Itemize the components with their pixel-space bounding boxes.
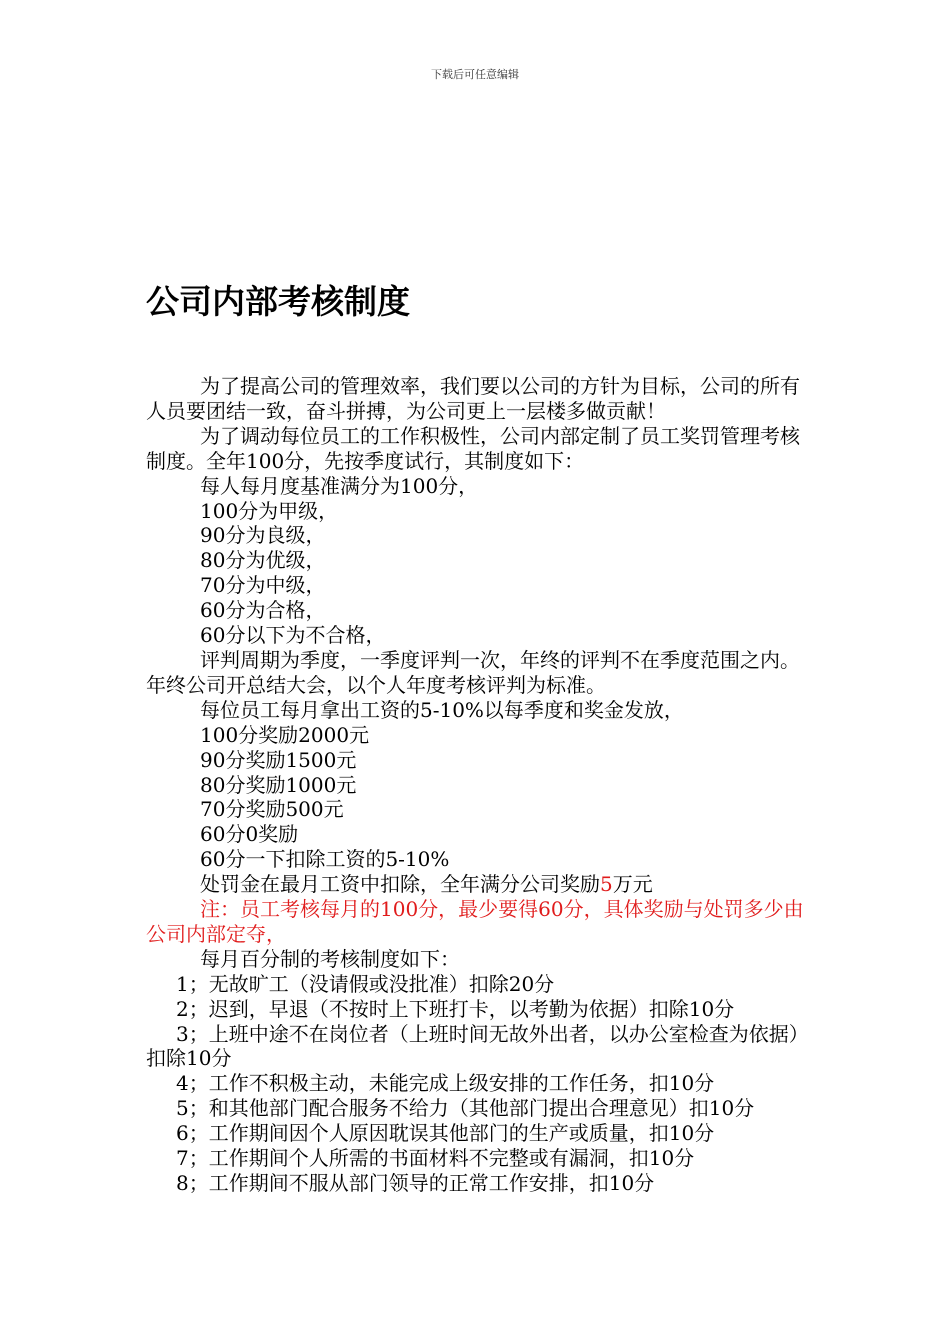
penalty-suffix: 万元 [612, 872, 653, 897]
reward-line: 60分0奖励 [200, 822, 299, 847]
penalty-highlight: 5 [600, 872, 613, 897]
rule-item: 6；工作期间因个人原因耽误其他部门的生产或质量，扣10分 [176, 1121, 715, 1146]
grade-line: 80分为优级， [200, 548, 326, 573]
grade-line: 60分为合格， [200, 598, 326, 623]
header-note: 下载后可任意编辑 [431, 68, 519, 81]
grade-line: 每人每月度基准满分为100分， [200, 473, 479, 498]
rule-item: 2；迟到，早退（不按时上下班打卡，以考勤为依据）扣除10分 [176, 996, 735, 1021]
rule-item: 8；工作期间不服从部门领导的正常工作安排，扣10分 [176, 1171, 655, 1195]
grade-line: 70分为中级， [200, 573, 326, 598]
rule-item: 7；工作期间个人所需的书面材料不完整或有漏洞，扣10分 [176, 1146, 695, 1171]
grade-line: 90分为良级， [200, 523, 326, 548]
intro-paragraph: 为了提高公司的管理效率，我们要以公司的方针为目标，公司的所有人员要团结一致，奋斗拼搏，为公司更上一层楼多做贡献！ [146, 374, 800, 423]
reward-line: 80分奖励1000元 [200, 772, 357, 797]
purpose-paragraph: 为了调动每位员工的工作积极性，公司内部定制了员工奖罚管理考核制度。全年100分，先按季度试行，其制度如下： [146, 423, 800, 473]
rule-item: 1；无故旷工（没请假或没批准）扣除20分 [176, 971, 555, 996]
penalty-paragraph [146, 872, 808, 897]
penalty-prefix: 处罚金在最月工资中扣除，全年满分公司奖励 [200, 872, 600, 897]
reward-line: 70分奖励500元 [200, 797, 344, 822]
grade-line: 100分为甲级， [200, 498, 339, 523]
reward-line: 每位员工每月拿出工资的5-10%以每季度和奖金发放， [200, 697, 684, 722]
reward-line: 60分一下扣除工资的5-10% [200, 847, 450, 872]
rules-intro: 每月百分制的考核制度如下： [200, 946, 460, 971]
reward-line: 90分奖励1500元 [200, 747, 357, 772]
grade-line: 60分以下为不合格， [200, 623, 386, 648]
document-title: 公司内部考核制度 [146, 282, 410, 321]
note-paragraph: 注：员工考核每月的100分，最少要得60分，具体奖励与处罚多少由公司内部定夺， [146, 897, 804, 946]
cycle-paragraph: 评判周期为季度，一季度评判一次，年终的评判不在季度范围之内。年终公司开总结大会，以个人年度考核评判为标准。 [146, 647, 800, 697]
rule-item: 3；上班中途不在岗位者（上班时间无故外出者，以办公室检查为依据）扣除10分 [146, 1021, 799, 1071]
document-body [146, 374, 808, 1196]
reward-line: 100分奖励2000元 [200, 722, 370, 747]
rule-item: 5；和其他部门配合服务不给力（其他部门提出合理意见）扣10分 [176, 1096, 755, 1121]
rule-item: 4；工作不积极主动，未能完成上级安排的工作任务，扣10分 [176, 1071, 715, 1096]
